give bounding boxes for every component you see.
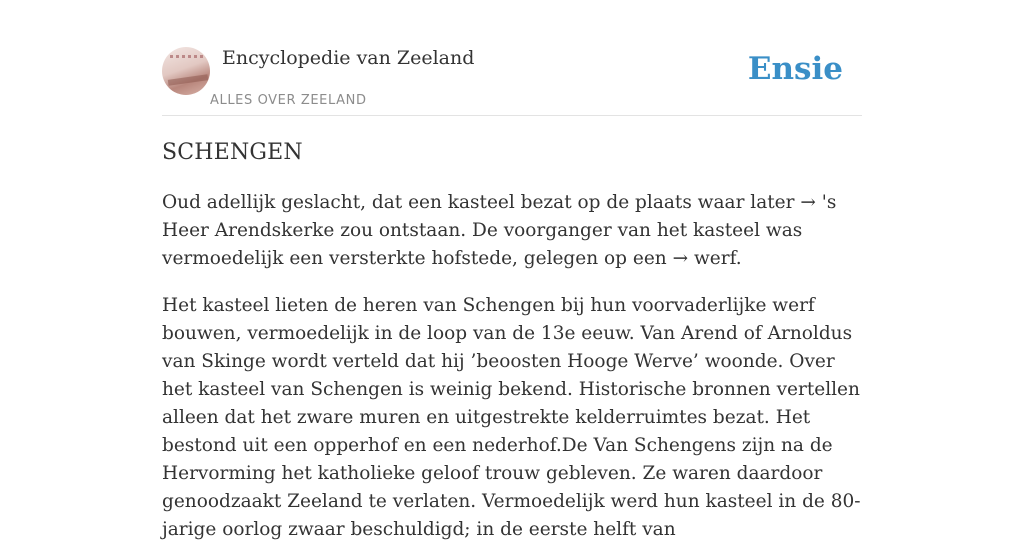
site-header [162,38,862,116]
article-paragraph: Oud adellijk geslacht, dat een kasteel bezat op de plaats waar later → 's Heer Arendskerke zou ontstaan. De voorganger van het kasteel was vermoedelijk een versterkte hofstede, gelegen op een → werf. [162,192,837,269]
entry-title: SCHENGEN [162,140,303,165]
article-paragraph: Het kasteel lieten de heren van Schengen bij hun voorvaderlijke werf bouwen, vermoedelijk in de loop van de 13e eeuw. Van Arend of Arnoldus van Skinge wordt verteld dat hij ’beoosten Hooge Werve’ woonde. Over het kasteel van Schengen is weinig bekend. Historische bronnen vertellen alleen dat het zware muren en uitgestrekte kelderruimtes bezat. Het bestond uit een opperhof en een nederhof.De Van Schengens zijn na de Hervorming het katholieke geloof trouw gebleven. Ze waren daardoor genoodzaakt Zeeland te verlaten. Vermoedelijk werd hun kasteel in de 80-jarige oorlog zwaar beschuldigd; in de eerste helft van [162,295,861,540]
site-title[interactable]: Encyclopedie van Zeeland [222,47,475,69]
avatar-pattern [170,55,204,58]
site-tagline: ALLES OVER ZEELAND [210,93,367,108]
book-thumbnail-icon[interactable] [162,47,210,95]
avatar-band [168,74,208,86]
article [162,140,862,544]
ensie-logo-link[interactable]: Ensie [747,51,843,87]
